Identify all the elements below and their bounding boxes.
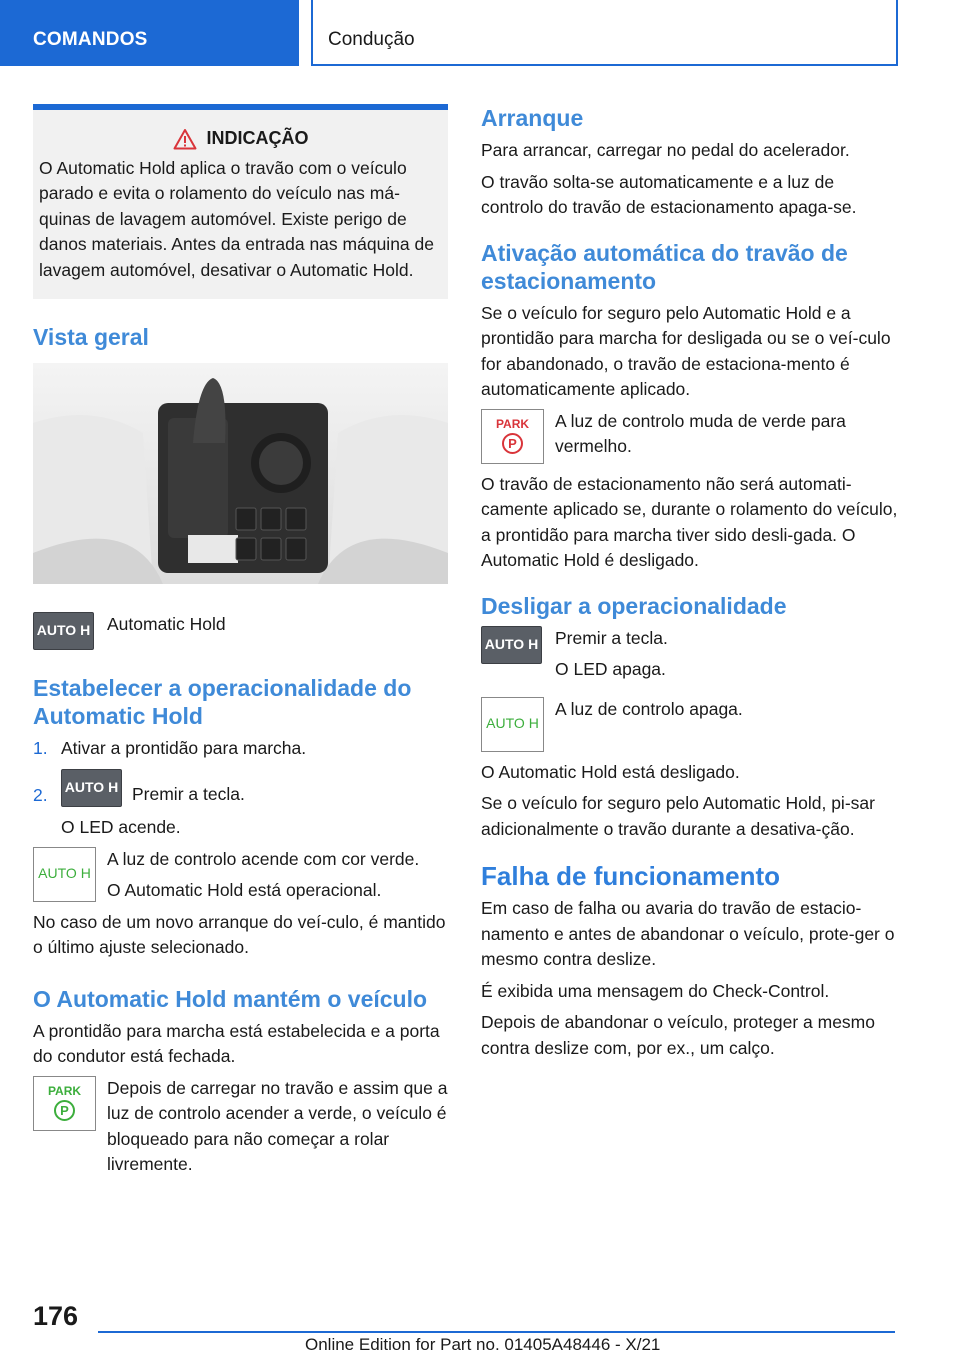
park-lamp-red-icon: PARK P	[481, 409, 544, 464]
auto-h-button-icon: AUTO H	[481, 626, 542, 664]
auto-h-lamp-green-icon: AUTO H	[33, 847, 96, 902]
edition-text: Online Edition for Part no. 01405A48446 - X/21	[305, 1335, 661, 1354]
warning-note	[33, 104, 448, 299]
chapter-title: Condução	[328, 29, 415, 50]
left-column	[33, 104, 448, 1186]
lamp-green-row: AUTO H A luz de controlo acende com cor verde. O Automatic Hold está operacional.	[33, 847, 448, 910]
led-on-text: O LED acende.	[61, 817, 181, 837]
auto-park-heading: Ativação automática do travão de estacionamento	[481, 239, 848, 294]
section-label: COMANDOS	[33, 29, 148, 50]
list-item: 2. AUTO H Premir a tecla.	[33, 769, 448, 807]
park-green-text: Depois de carregar no travão e assim que a luz de controlo acender a verde, o veículo é bloqueado para não começar a rolar livremente.	[107, 1077, 448, 1174]
note-heading	[39, 126, 442, 152]
lamp-off-row: AUTO H A luz de controlo apaga.	[481, 697, 901, 752]
park-red-row: PARK P A luz de controlo muda de verde para vermelho.	[481, 409, 901, 464]
restart-text: No caso de um novo arranque do veí-culo, é mantido o último ajuste selecionado.	[33, 911, 446, 957]
auto-h-button-icon: AUTO H	[61, 769, 122, 807]
center-console-photo	[33, 363, 448, 584]
note-title: INDICAÇÃO	[206, 128, 309, 148]
list-item: 1. Ativar a prontidão para marcha.	[33, 737, 307, 758]
section-tab	[0, 0, 299, 66]
right-column: Arranque Para arrancar, carregar no pedal do acelerador. O travão solta-se automaticamente e a luz de controlo do travão de estacionamento apaga-se. Ativação automática do travão de estacionamento Se o veículo for seguro pelo Automatic Hold e a prontidão para marcha for desligada ou se o veí-culo for abandonado, o travão de estaciona-mento é automaticamente aplicado. PARK P A luz de controlo muda de verde para vermelho. O travão de estacionamento não será automati-camente aplicado se, durante o rolamento do veículo, a prontidão para marcha tiver sido desli-gada. O Automatic Hold é desligado. Desligar a operacionalidade AUTO H Premir a tecla. O LED apaga. AUTO H A luz de controlo apaga. O Automatic Hold está desligado. Se o veículo for seguro pelo Automatic Hold, pi-sar adicionalmente o travão durante a desativa-ção. Falha de funcionamento Em caso de falha ou avaria do travão de estacio-namento e antes de abandonar o veículo, prote-ger o mesmo contra deslize. É exibida uma mensagem do Check-Control. Depois de abandonar o veículo, proteger a mesmo contra deslize com, por ex., um calço.	[481, 104, 901, 1067]
deactivate-row: AUTO H Premir a tecla. O LED apaga.	[481, 626, 901, 689]
footer-divider	[98, 1331, 895, 1333]
auto-h-lamp-icon: AUTO H	[481, 697, 544, 752]
auto-h-button-icon: AUTO H	[33, 612, 94, 650]
start-heading: Arranque	[481, 105, 584, 131]
deactivate-heading: Desligar a operacionalidade	[481, 592, 787, 619]
holds-heading: O Automatic Hold mantém o veículo	[33, 985, 428, 1012]
auto-h-caption: Automatic Hold	[107, 613, 226, 634]
overview-heading: Vista geral	[33, 324, 149, 350]
page-number: 176	[33, 1301, 79, 1331]
park-green-row	[33, 1076, 448, 1178]
holds-text: A prontidão para marcha está estabelecida e a porta do condutor está fechada.	[33, 1020, 440, 1066]
park-lamp-green-icon: PARK P	[33, 1076, 96, 1131]
auto-h-button-row	[33, 612, 448, 650]
activate-heading: Estabelecer a operacionalidade do Automatic Hold	[33, 674, 412, 729]
warning-icon	[173, 128, 197, 150]
malfunction-heading: Falha de funcionamento	[481, 861, 781, 891]
note-text: O Automatic Hold aplica o travão com o veículo parado e evita o rolamento do veículo nas má-quinas de lavagem automóvel. Existe perigo de danos materiais. Antes da entrada nas máquina de lavagem automóvel, desativar o Automatic Hold.	[39, 157, 434, 280]
chapter-header	[311, 0, 898, 66]
activate-steps	[33, 736, 448, 808]
